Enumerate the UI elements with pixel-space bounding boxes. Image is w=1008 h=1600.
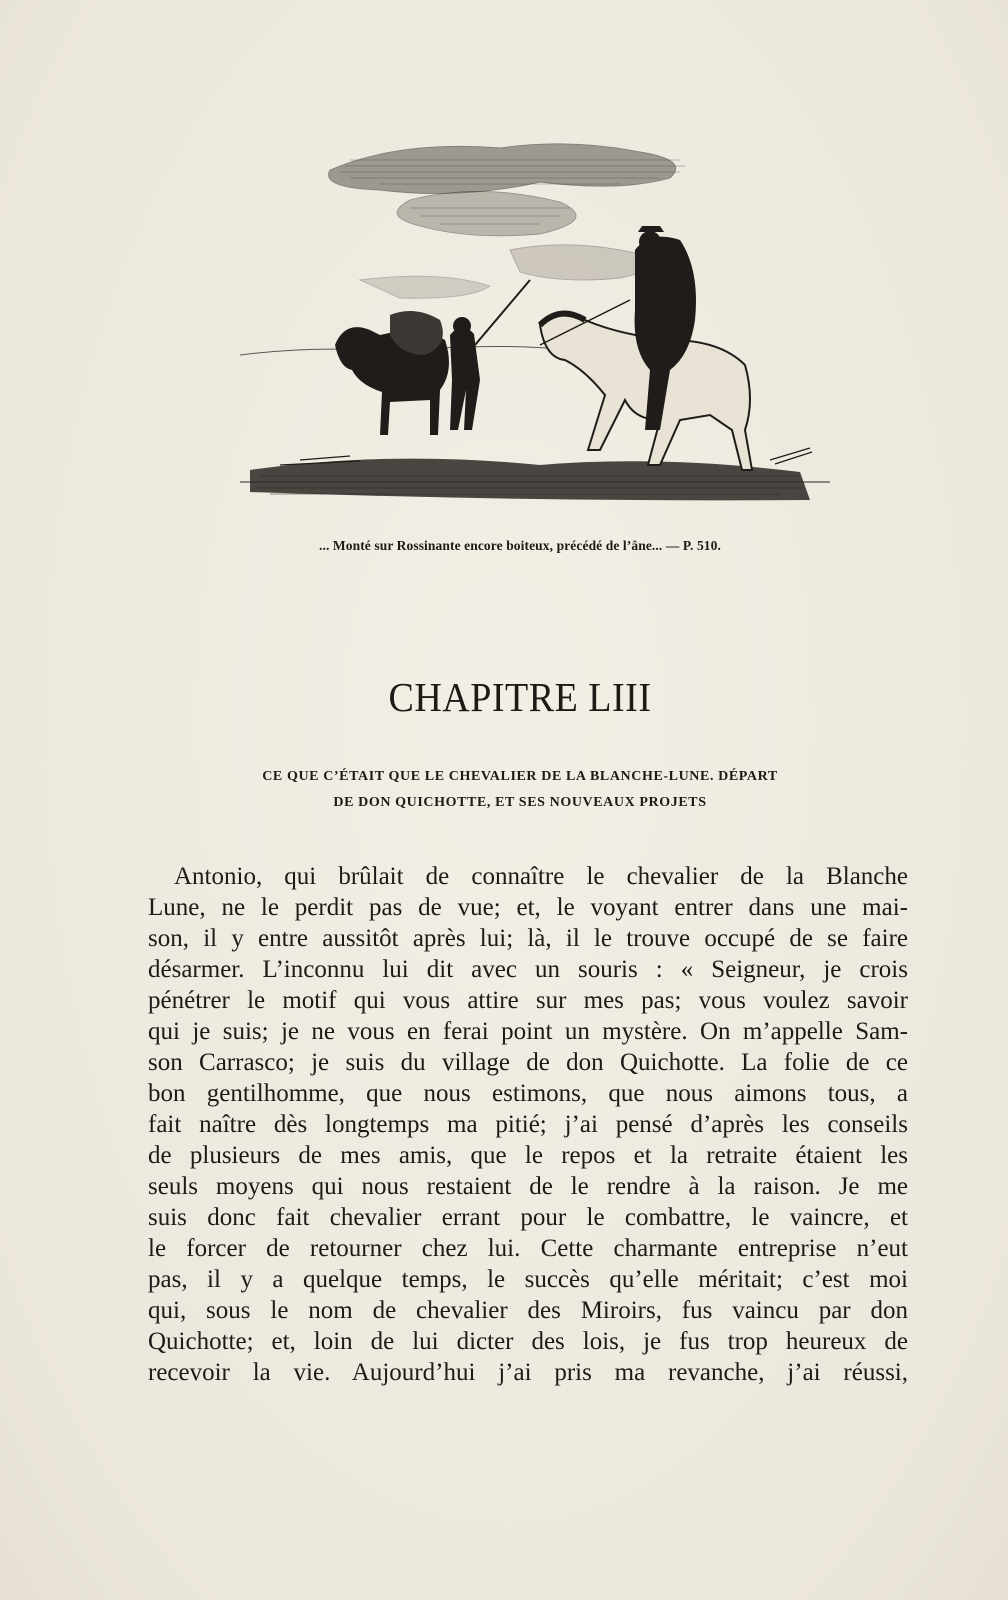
chapter-subtitle <box>150 764 890 816</box>
text-line: le forcer de retourner chez lui. Cette charmante entreprise n’eut <box>148 1235 908 1262</box>
text-line: qui je suis; je ne vous en ferai point un mystère. On m’appelle Sam- <box>148 1018 908 1045</box>
text-line: pénétrer le motif qui vous attire sur mes pas; vous voulez savoir <box>148 987 908 1014</box>
donkey-and-guide <box>335 280 530 435</box>
text-line: fait naître dès longtemps ma pitié; j’ai pensé d’après les conseils <box>148 1111 908 1138</box>
chapter-subtitle-line: CE QUE C’ÉTAIT QUE LE CHEVALIER DE LA BLANCHE-LUNE. DÉPART <box>262 769 778 784</box>
text-line: recevoir la vie. Aujourd’hui j’ai pris ma revanche, j’ai réussi, <box>148 1359 908 1386</box>
text-line: son Carrasco; je suis du village de don Quichotte. La folie de ce <box>148 1049 908 1076</box>
text-line: seuls moyens qui nous restaient de le rendre à la raison. Je me <box>148 1173 908 1200</box>
text-line: de plusieurs de mes amis, que le repos et la retraite étaient les <box>148 1142 908 1169</box>
text-line: son, il y entre aussitôt après lui; là, il le trouve occupé de se faire <box>148 925 908 952</box>
text-line: désarmer. L’inconnu lui dit avec un souris : « Seigneur, je crois <box>148 956 908 983</box>
illustration-caption: ... Monté sur Rossinante encore boiteux, précédé de l’âne... — P. 510. <box>319 538 721 553</box>
chapter-title: CHAPITRE LIII <box>388 675 652 721</box>
text-line: Quichotte; et, loin de lui dicter des lois, je fus trop heureux de <box>148 1328 908 1355</box>
text-line: bon gentilhomme, que nous estimons, que nous aimons tous, a <box>148 1080 908 1107</box>
text-line: pas, il y a quelque temps, le succès qu’elle méritait; c’est moi <box>148 1266 908 1293</box>
engraving-illustration <box>240 130 830 530</box>
text-line: suis donc fait chevalier errant pour le combattre, le vaincre, et <box>148 1204 908 1231</box>
body-paragraph <box>148 861 908 1388</box>
text-line: Antonio, qui brûlait de connaître le chevalier de la Blanche <box>174 863 908 890</box>
text-line: qui, sous le nom de chevalier des Miroirs, fus vaincu par don <box>148 1297 908 1324</box>
sky-clouds <box>329 144 676 298</box>
chapter-subtitle-line: DE DON QUICHOTTE, ET SES NOUVEAUX PROJETS <box>333 795 707 810</box>
text-line: Lune, ne le perdit pas de vue; et, le voyant entrer dans une mai- <box>148 894 908 921</box>
